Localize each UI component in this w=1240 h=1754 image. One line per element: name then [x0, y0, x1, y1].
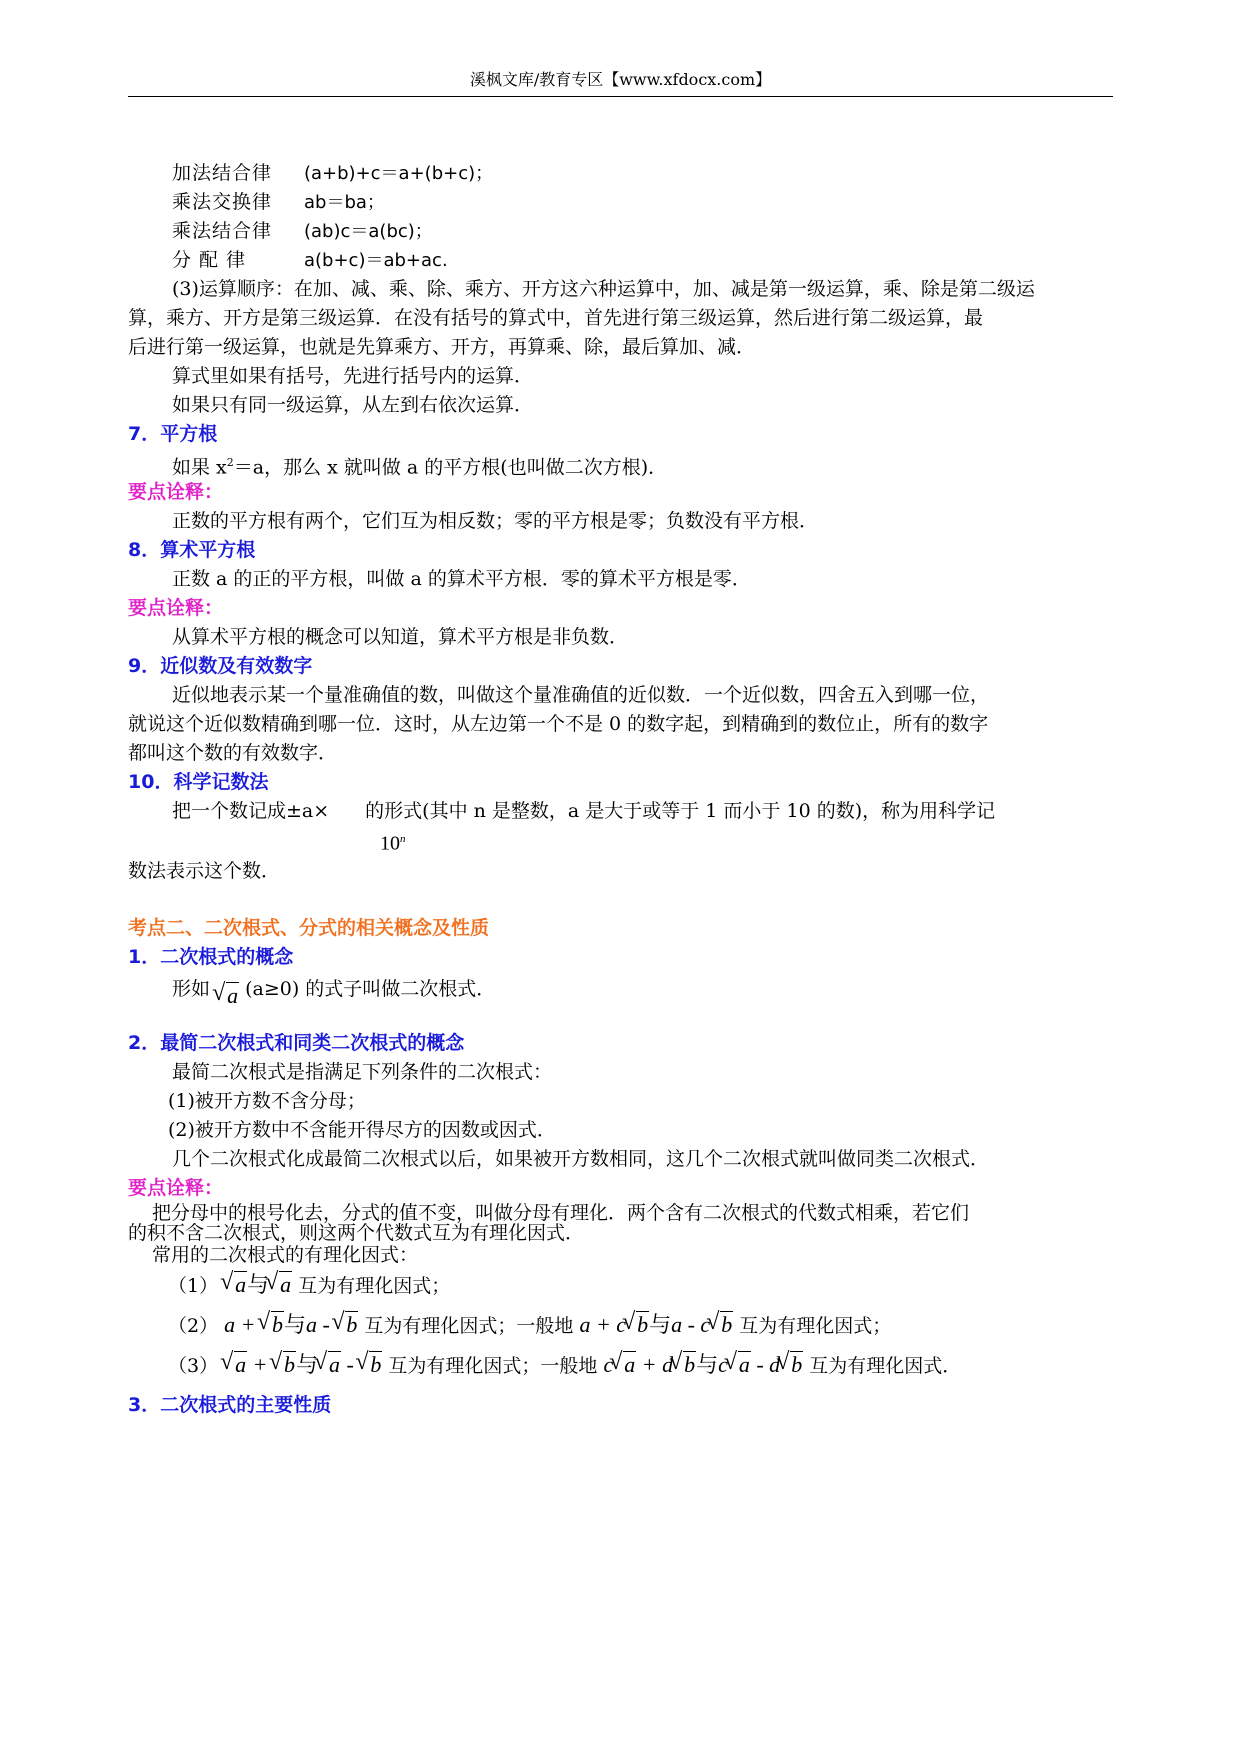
yu: 与 — [296, 1352, 319, 1377]
s9-line-3: 都叫这个数的有效数字． — [128, 742, 338, 764]
rationalize-item-3 — [168, 1352, 1153, 1386]
c2-note-2: 的积不含二次根式，则这两个代数式互为有理化因式． — [128, 1222, 585, 1244]
rationalize-item-2 — [168, 1312, 1153, 1346]
s9-line-2: 就说这个近似数精确到哪一位．这时，从左边第一个不是 0 的数字起，到精确到的数位止，所有的数字 — [128, 713, 989, 735]
law-label: 加法结合律 — [172, 162, 273, 184]
rationalize-item-1 — [168, 1272, 1153, 1306]
expr-a-plus-sqrt-b: a + √ b — [224, 1312, 284, 1337]
s10-text-a: 把一个数记成±a× — [172, 800, 330, 822]
law-line — [172, 247, 1157, 274]
s7-note: 正数的平方根有两个，它们互为相反数；零的平方根是零；负数没有平方根． — [172, 510, 819, 532]
header-text: 溪枫文库/教育专区【www.xfdocx.com】 — [469, 70, 772, 89]
expr-a-plus-c-sqrt-b: a + c√ b — [579, 1312, 649, 1337]
yu: 与 — [696, 1352, 719, 1377]
law-label: 乘法交换律 — [172, 191, 273, 213]
s7-text-b: ＝a，那么 x 就叫做 a 的平方根(也叫做二次方根)． — [233, 456, 668, 479]
item-3-num: （3） — [168, 1355, 219, 1377]
order-line-4: 算式里如果有括号，先进行括号内的运算． — [172, 365, 534, 387]
s7-note-title: 要点诠释： — [128, 481, 224, 503]
s9-line-1: 近似地表示某一个量准确值的数，叫做这个量准确值的近似数．一个近似数，四舍五入到哪一位， — [172, 684, 990, 706]
c3-title: 3．二次根式的主要性质 — [128, 1394, 332, 1416]
s8-text: 正数 a 的正的平方根，叫做 a 的算术平方根．零的算术平方根是零． — [172, 568, 751, 590]
s7-text-a: 如果 x — [172, 456, 227, 479]
c2-title: 2．最简二次根式和同类二次根式的概念 — [128, 1032, 465, 1054]
s7-definition — [172, 450, 1157, 480]
kp2-title: 考点二、二次根式、分式的相关概念及性质 — [128, 917, 490, 939]
s8-note: 从算术平方根的概念可以知道，算术平方根是非负数． — [172, 626, 629, 648]
yu: 与 — [649, 1312, 672, 1337]
law-formula: (ab)c＝a(bc)； — [304, 221, 433, 242]
order-line-2: 算，乘方、开方是第三级运算．在没有括号的算式中，首先进行第三级运算，然后进行第二级运算，最 — [128, 307, 984, 329]
law-formula: ab＝ba； — [304, 192, 385, 213]
expr-a-minus-c-sqrt-b: a - c√ b — [671, 1312, 733, 1337]
ten-exp: n — [400, 833, 406, 845]
radicand: a — [227, 983, 239, 1008]
s10-text-c: 数法表示这个数． — [128, 860, 281, 882]
ten-power — [380, 826, 406, 857]
section-10-title: 10．科学记数法 — [128, 771, 269, 793]
item-1-text: 互为有理化因式； — [298, 1275, 451, 1297]
s8-note-title: 要点诠释： — [128, 597, 224, 619]
c2-note-title: 要点诠释： — [128, 1177, 224, 1199]
expr-a-minus-sqrt-b: a - √ b — [306, 1312, 358, 1337]
law-formula: (a+b)+c＝a+(b+c)； — [304, 163, 494, 184]
sqrt-a: √ a — [224, 1272, 247, 1298]
item-2-num: （2） — [168, 1315, 219, 1337]
order-line-1: (3)运算顺序：在加、减、乘、除、乘方、开方这六种运算中，加、减是第一级运算，乘、除是第二级运 — [172, 278, 1035, 300]
s10-line — [172, 798, 1157, 854]
sqrt-a — [216, 983, 239, 1009]
law-line — [172, 218, 1157, 245]
section-8-title: 8．算术平方根 — [128, 539, 256, 561]
order-line-3: 后进行第一级运算，也就是先算乘方、开方，再算乘、除，最后算加、减． — [128, 336, 756, 358]
c1-definition — [172, 975, 1157, 1008]
s10-text-b: 的形式(其中 n 是整数，a 是大于或等于 1 而小于 10 的数)，称为用科学记 — [365, 800, 996, 822]
s7-sup: 2 — [226, 456, 234, 469]
sqrt-a: √ a — [269, 1272, 292, 1298]
section-7-title: 7．平方根 — [128, 423, 218, 445]
page-header — [128, 68, 1113, 97]
c1-text-a: 形如 — [172, 978, 211, 1000]
c2-same: 几个二次根式化成最简二次根式以后，如果被开方数相同，这几个二次根式就叫做同类二次根式． — [172, 1148, 990, 1170]
c2-cond-2: (2)被开方数中不含能开得尽方的因数或因式． — [168, 1119, 556, 1141]
law-formula: a(b+c)＝ab+ac. — [304, 250, 448, 271]
item-3-text: 互为有理化因式；一般地 — [388, 1355, 598, 1377]
expr-sqrt-a-plus-sqrt-b: √ a + √ b — [224, 1352, 296, 1377]
c1-text-b: (a≥0) 的式子叫做二次根式． — [245, 978, 496, 1000]
section-9-title: 9．近似数及有效数字 — [128, 655, 313, 677]
yu: 与 — [284, 1312, 307, 1337]
c1-title: 1．二次根式的概念 — [128, 946, 294, 968]
ten-base: 10 — [380, 832, 400, 855]
c2-note-1: 把分母中的根号化去，分式的值不变，叫做分母有理化．两个含有二次根式的代数式相乘，若它们 — [152, 1202, 970, 1224]
law-line — [172, 160, 1157, 187]
expr-sqrt-a-minus-sqrt-b: √ a - √ b — [318, 1352, 382, 1377]
order-line-5: 如果只有同一级运算，从左到右依次运算． — [172, 394, 534, 416]
c2-cond-1: (1)被开方数不含分母； — [168, 1090, 366, 1112]
item-2-text: 互为有理化因式；一般地 — [364, 1315, 574, 1337]
yu: 与 — [247, 1272, 270, 1297]
c2-common: 常用的二次根式的有理化因式： — [152, 1244, 419, 1266]
c2-intro: 最简二次根式是指满足下列条件的二次根式： — [172, 1061, 553, 1083]
item-1-num: （1） — [168, 1275, 219, 1297]
item-2-text2: 互为有理化因式； — [739, 1315, 892, 1337]
law-label: 分 配 律 — [172, 249, 247, 271]
expr-c-sqrt-a-plus-d-sqrt-b: c√ a + d√ b — [603, 1352, 696, 1377]
law-line — [172, 189, 1157, 216]
law-label: 乘法结合律 — [172, 220, 273, 242]
item-3-text2: 互为有理化因式． — [809, 1355, 962, 1377]
expr-c-sqrt-a-minus-d-sqrt-b: c√ a - d√ b — [718, 1352, 803, 1377]
